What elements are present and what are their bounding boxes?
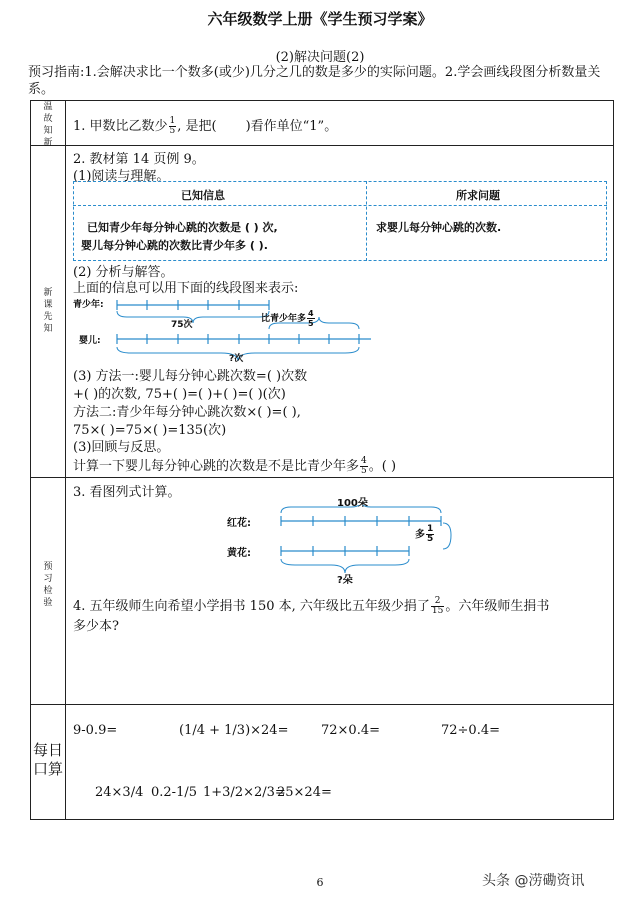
method-2-line-2: 75×( )=75×( )=135(次) [73,423,227,438]
baby-label: 婴儿: [79,336,101,346]
page-number: 6 [316,876,324,889]
mental-math-item: 1+3/2×2/3= [203,785,286,800]
asked-question-header: 所求问题 [456,189,500,202]
label-column-divider [65,101,66,819]
page-title: 六年级数学上册《学生预习学案》 [207,10,433,28]
more-than-teen-label: 比青少年多 $\frac{4}{5}$ [261,309,314,328]
row-divider [31,704,613,705]
known-info-line-2: 婴儿每分钟心跳的次数比青少年多 ( ). [81,239,268,252]
mental-math-item: 72÷0.4= [441,723,501,738]
question-2-title: 2. 教材第 14 页例 9。 [73,152,205,167]
method-2-line-1: 方法二:青少年每分钟心跳次数×( )=( ), [73,405,301,420]
teen-label: 青少年: [73,300,104,310]
teen-count-label: 75次 [171,320,193,330]
known-info-line-1: 已知青少年每分钟心跳的次数是 ( ) 次, [87,221,278,234]
row-divider [31,145,613,146]
question-4-line-2: 多少本? [73,619,119,634]
mental-math-item: 0.2-1/5 [151,785,197,800]
yellow-total-label: ?朵 [337,575,353,586]
mental-math-item: 25×24= [277,785,332,800]
mental-math-item: 72×0.4= [321,723,381,738]
yellow-flower-label: 黄花: [227,548,251,559]
study-guide: 预习指南:1.会解决求比一个数多(或少)几分之几的数是多少的实际问题。2.学会画线段图分析数量关系。 [28,65,601,97]
method-1-line-2: +( )的次数, 75+( )=( )+( )=( )(次) [73,387,286,402]
mental-math-item: 24×3/4 [95,785,144,800]
mental-math-item: 9-0.9= [73,723,118,738]
check-question: 计算一下婴儿每分钟心跳的次数是不是比青少年多 $\frac{4}{5}$ 。( ) [73,456,397,476]
heartbeat-line-diagram [71,291,371,371]
section-label-review: 温 故 知 新 [43,102,53,148]
method-1-line-1: (3) 方法一:婴儿每分钟心跳次数=( )次数 [73,369,308,384]
question-1: 1. 甲数比乙数少 $\frac{1}{5}$ , 是把( )看作单位“1”。 [73,116,338,136]
section-label-new: 新 课 先 知 [43,288,53,334]
step-reflect: (3)回顾与反思。 [73,440,170,455]
step-analyze-desc: 上面的信息可以用下面的线段图来表示: [73,281,299,296]
step-read: (1)阅读与理解。 [73,169,170,184]
red-flower-label: 红花: [227,518,251,529]
row-divider [31,477,613,478]
watermark: 头条 @涝磡资讯 [482,873,585,889]
worksheet-table [30,100,614,820]
section-label-daily: 每日 口算 [32,741,63,778]
step-analyze: (2) 分析与解答。 [73,265,174,280]
question-4-line-1: 4. 五年级师生向希望小学捐书 150 本, 六年级比五年级少捐了 $\frac{2}{15}$ 。六年级师生捐书 [73,596,550,616]
top-total-label: 100朵 [337,498,368,509]
known-info-header: 已知信息 [181,189,225,202]
baby-total-label: ?次 [229,354,244,364]
more-fraction-label: 多 $\frac{1}{5}$ [415,524,434,544]
info-table-header-line [73,205,607,206]
asked-question-text: 求婴儿每分钟心跳的次数. [376,221,502,234]
question-3-title: 3. 看图列式计算。 [73,485,181,500]
info-table-divider [366,181,367,261]
section-label-check: 预 习 检 验 [43,562,53,608]
lesson-subtitle: (2)解决问题(2) [275,50,365,65]
mental-math-item: (1/4 + 1/3)×24= [179,723,289,738]
